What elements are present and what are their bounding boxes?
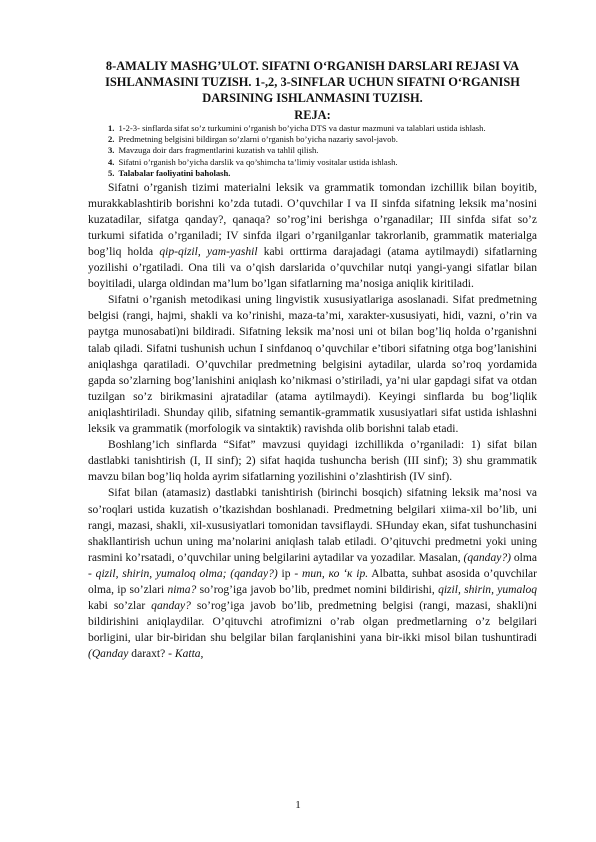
italic-example: qanday? [151,600,191,613]
italic-example: qip-qizil, yam-yashil [159,246,258,259]
paragraph-text: Sifat bilan (atamasiz) dastlabki tanishtirish (birinchi bosqich) sifatning leksik ma’nosi va so’roqlari ustida kuzatish o’tkazishdan boshlanadi. Predmetning belgilari xiima-xil bo’lib, uni rangi, mazasi, shakli, xil-xususiyatlari tomonidan tavsiflaydi. SHunday ekan, sifat tushunchasini shakllantirish uchun uning ma’nolarini aniqlash talab etiladi. O’qituvchi predmetni yoki uning rasmini ko’rsatadi, o’quvchilar uning belgilarini aytadilar va yozadilar. Masalan, [88,487,537,564]
document-title: 8-AMALIY MASHG’ULOT. SIFATNI O‘RGANISH DARSLARI REJASI VA ISHLANMASINI TUZISH. 1-,2, 3-SINFLAR UCHUN SIFATNI O‘RGANISH DARSINING ISHLANMASINI TUZISH. [105,59,520,106]
italic-example: (Qanday [88,648,129,661]
paragraph-text: olma - [88,551,537,580]
plan-item-number: 3. [108,145,115,156]
plan-item-text: Mavzuga doir dars fragmentlarini kuzatish va tahlil qilish. [118,145,319,156]
plan-item-number: 4. [108,156,115,167]
paragraph-text: Albatta, suhbat asosida o’quvchilar olma, ip so’zlari [88,567,538,596]
italic-example: (qanday?) [463,551,511,564]
paragraph-text: daraxt? - [128,648,175,661]
plan-item-number: 1. [108,122,115,133]
paragraph-text: so’rog’iga javob bo’lib, predmet nomini bildirishi, [196,583,439,596]
paragraph-text: kabi so’zlar [88,600,152,613]
plan-item [88,123,537,134]
plan-item-text: Talabalar faoliyatini baholash. [118,168,231,179]
paragraph-text: so’rog’iga javob bo’lib, predmetning belgisi (rangi, mazasi, shakli)ni bildirishini aniqlaydilar. O’qituvchi atrofimizni o’rab olgan predmetlarning o’z belgilari borligini, ular bir-biridan shu belgilar bilan farqlanishini yana bir-ikki misol bilan tushuntiradi [88,600,537,645]
italic-example: nima? [167,583,197,596]
plan-item-text: 1-2-3- sinflarda sifat so’z turkumini o’rganish bo’yicha DTS va dastur mazmuni va talablari ustida ishlash. [118,122,486,133]
plan-item-number: 2. [108,134,115,145]
italic-example: qizil, shirin, yumaloq olma; (qanday?) [95,567,278,580]
paragraph-2: Sifatni o’rganish metodikasi uning lingvistik xususiyatlariga asoslanadi. Sifat predmetning belgisi (rangi, hajmi, shakli va ko’rinishi, maza-ta’mi, xarakter-xususiyati, hidi, vazni, o’rin va paytga munosabati)ni bildiradi. Sifatning leksik ma’nosi uni ot bilan bog’liq holda o’rganishni talab qiladi. Sifatni tushunish uchun I sinfdanoq o’quvchilar e’tibori sifatning otga bog’lanishini aniqlashga qaratiladi. O’quvchilar predmetning belgisini aytadilar, ularda so’roq yordamida gapda so’zlarning bog’lanishini aniqlash ko’nikmasi o’stiriladi, ya’ni ular gapdagi sifat va otdan tuzilgan so’z birikmasini ajratadilar (atama aytilmaydi). Keyingi sinflarda bu bog’liqlik aniqlashtiriladi. Shunday qilib, sifatning semantik-grammatik xususiyatlari sifat ustida ishlashni leksik va grammatik (morfologik va sintaktik) ravishda olib borishni talab etadi. [88,294,537,436]
paragraph-text: Sifatni o’rganish tizimi materialni leksik va grammatik tomondan izchillik bilan boyitib, murakkablashtirib borishni ko’zda tutadi. O’quvchilar I va II sinfda sifatning leksik ma’nosini kuzatadilar, sifatga qanday?, qanaqa? so’rog’ini berishga o’rganadilar; III sinfda sifat so’z turkumi sifatida o’rganiladi; IV sinfda ilgari o’rganilganlar takrorlanib, grammatik materialga bog’liq holda [88,181,537,259]
plan-item-text: Sifatni o’rganish bo’yicha darslik va qo’shimcha ta’limiy vositalar ustida ishlash. [118,156,398,167]
plan-heading: REJA: [294,107,331,122]
paragraph-1 [88,180,537,293]
plan-item [88,168,537,179]
paragraph-text: kabi orttirma darajadagi (atama aytilmaydi) sifatlarning yozilishi o’rgatiladi. Ona tili va o’qish darslarida o’quvchilar nutqi yangi-yangi sifatlar bilan boyitiladi, ularga oldindan ma’lum bo’lgan sifatlarning ma’nosiga aniqlik kiritiladi. [88,246,537,291]
plan-item [88,157,537,168]
page-number: 1 [295,799,301,811]
plan-item-text: Predmetning belgisini bildirgan so’zlarni o’rganish bo’yicha nazariy savol-javob. [118,134,398,145]
paragraph-3: Boshlang’ich sinflarda “Sifat” mavzusi quyidagi izchillikda o’rganiladi: 1) sifat bilan dastlabki tanishtirish (I, II sinf); 2) sifat haqida tushuncha berish (III sinf); 3) shu grammatik mavzu bilan bog’liq holda ayrim sifatlarning yozilishini o’zlashtirish (IV sinf). [88,439,537,484]
paragraph-text: ip - [277,567,303,580]
document-page [88,58,537,662]
italic-example: тип, ко ‘к ip. [302,567,369,580]
italic-example: qizil, shirin, yumaloq [438,583,538,596]
paragraph-4 [88,485,537,662]
plan-item [88,145,537,156]
italic-example: Katta, [174,648,204,661]
plan-item-number: 5. [108,168,115,179]
plan-item [88,134,537,145]
plan-list [88,123,537,180]
